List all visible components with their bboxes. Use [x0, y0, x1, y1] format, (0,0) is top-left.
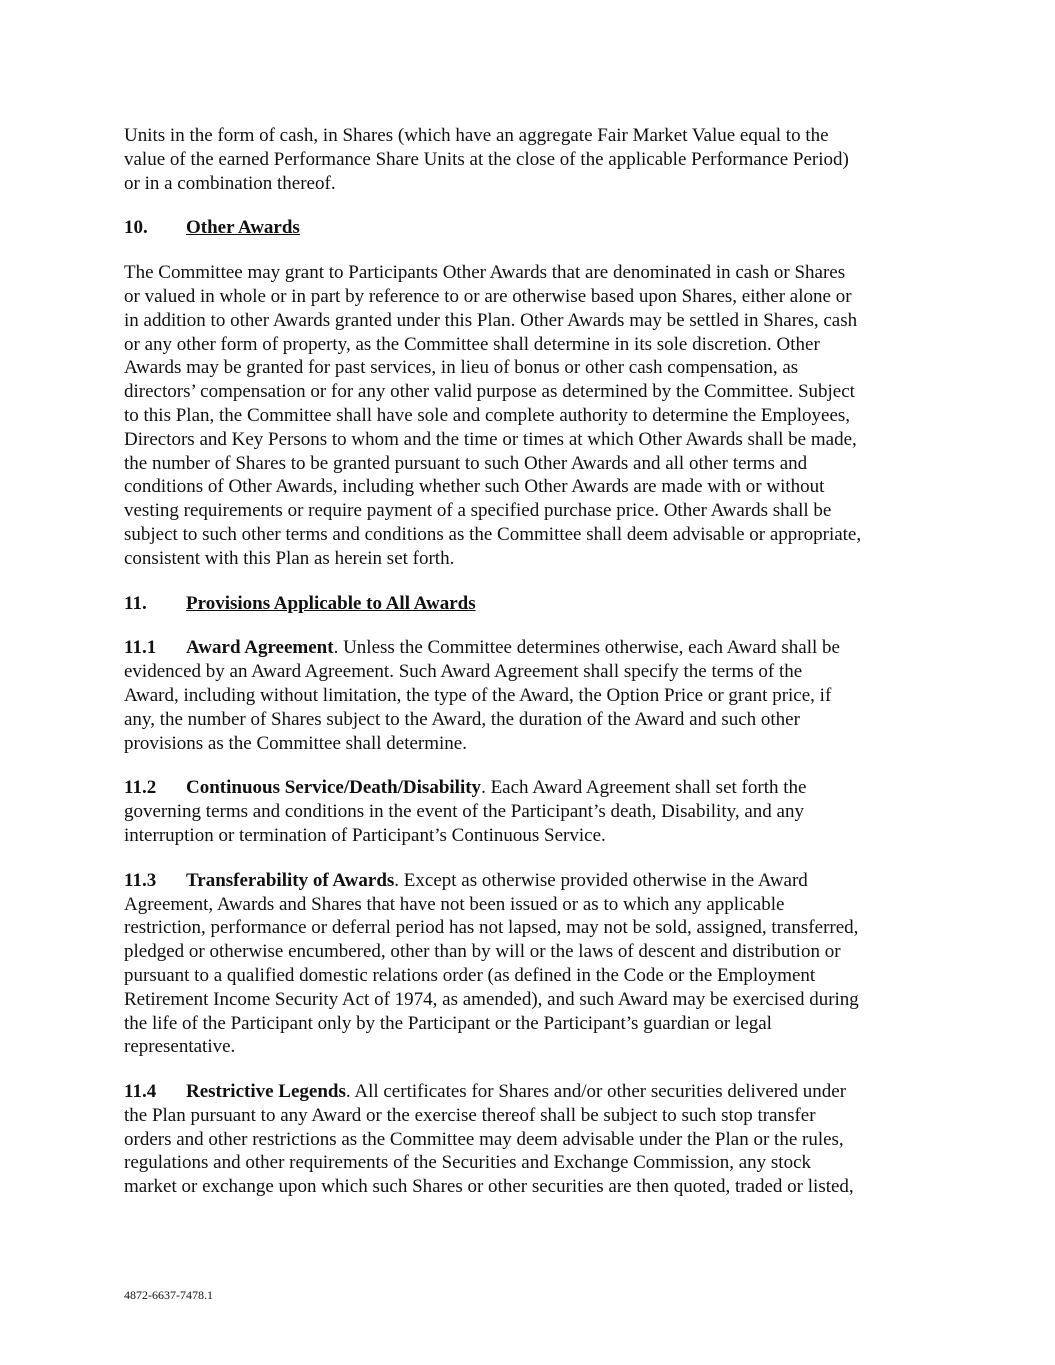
subsection-title: Restrictive Legends: [186, 1081, 346, 1103]
text-line: the number of Shares to be granted pursuant to such Other Awards and all other terms and: [124, 452, 808, 474]
subsection-title: Transferability of Awards: [186, 869, 395, 891]
text-line: vesting requirements or require payment of a specified purchase price. Other Awards shall be: [124, 500, 832, 522]
text-line: [124, 636, 944, 660]
subsection-11-4: [124, 1080, 944, 1199]
text-line: Directors and Key Persons to whom and the time or times at which Other Awards shall be made,: [124, 428, 857, 450]
subsection-11-2: [124, 776, 944, 847]
text-line: Retirement Income Security Act of 1974, as amended), and such Award may be exercised during: [124, 988, 859, 1010]
text-line: any, the number of Shares subject to the Award, the duration of the Award and such other: [124, 708, 800, 730]
text-line: value of the earned Performance Share Units at the close of the applicable Performance Period): [124, 148, 849, 170]
text-line: Agreement, Awards and Shares that have not been issued or as to which any applicable: [124, 893, 785, 915]
text-line: regulations and other requirements of the Securities and Exchange Commission, any stock: [124, 1152, 811, 1174]
subsection-number: 11.1: [124, 637, 157, 659]
text-line: the life of the Participant only by the Participant or the Participant’s guardian or legal: [124, 1012, 772, 1034]
text-line: [124, 869, 944, 893]
subsection-text: . Unless the Committee determines otherwise, each Award shall be: [333, 637, 840, 659]
text-line: or in a combination thereof.: [124, 172, 336, 194]
text-line: subject to such other terms and conditions as the Committee shall deem advisable or appropriate,: [124, 523, 862, 545]
section-number: 10.: [124, 217, 148, 239]
text-line: consistent with this Plan as herein set forth.: [124, 547, 455, 569]
text-line: governing terms and conditions in the event of the Participant’s death, Disability, and any: [124, 801, 804, 823]
text-line: directors’ compensation or for any other valid purpose as determined by the Committee. Subject: [124, 381, 855, 403]
text-line: pledged or otherwise encumbered, other than by will or the laws of descent and distribution or: [124, 941, 841, 963]
subsection-11-1: [124, 636, 944, 755]
text-line: in addition to other Awards granted under this Plan. Other Awards may be settled in Shares, cash: [124, 309, 858, 331]
text-line: [124, 1080, 944, 1104]
subsection-text: . Each Award Agreement shall set forth the: [481, 777, 807, 799]
text-line: or valued in whole or in part by reference to or are otherwise based upon Shares, either alone or: [124, 285, 852, 307]
subsection-title: Award Agreement: [186, 637, 334, 659]
subsection-text: . All certificates for Shares and/or other securities delivered under: [345, 1081, 847, 1103]
text-line: pursuant to a qualified domestic relations order (as defined in the Code or the Employment: [124, 964, 816, 986]
section-number: 11.: [124, 592, 147, 614]
subsection-title: Continuous Service/Death/Disability: [186, 777, 482, 799]
text-line: representative.: [124, 1036, 236, 1058]
text-line: Units in the form of cash, in Shares (which have an aggregate Fair Market Value equal to the: [124, 125, 829, 146]
section-10-heading: [124, 216, 944, 240]
section-11-heading: [124, 592, 944, 616]
text-line: Award, including without limitation, the type of the Award, the Option Price or grant price, if: [124, 684, 832, 706]
text-line: evidenced by an Award Agreement. Such Award Agreement shall specify the terms of the: [124, 661, 803, 683]
text-line: The Committee may grant to Participants Other Awards that are denominated in cash or Shares: [124, 262, 846, 284]
section-title: Other Awards: [186, 217, 300, 239]
text-line: or any other form of property, as the Committee shall determine in its sole discretion. Other: [124, 333, 820, 355]
text-line: provisions as the Committee shall determine.: [124, 732, 467, 754]
subsection-number: 11.4: [124, 1081, 157, 1103]
subsection-number: 11.2: [124, 777, 157, 799]
section-10-paragraph: [124, 261, 944, 570]
intro-paragraph: [124, 124, 944, 195]
text-line: to this Plan, the Committee shall have sole and complete authority to determine the Employees,: [124, 404, 851, 426]
text-line: restriction, performance or deferral period has not lapsed, may not be sold, assigned, transferred,: [124, 917, 859, 939]
text-line: [124, 776, 944, 800]
subsection-11-3: [124, 869, 944, 1059]
subsection-text: . Except as otherwise provided otherwise in the Award: [394, 869, 808, 891]
text-line: market or exchange upon which such Shares or other securities are then quoted, traded or listed,: [124, 1176, 854, 1198]
text-line: conditions of Other Awards, including whether such Other Awards are made with or without: [124, 476, 825, 498]
document-id-footer: 4872-6637-7478.1: [124, 1288, 213, 1302]
text-line: interruption or termination of Participant’s Continuous Service.: [124, 824, 606, 846]
text-line: Awards may be granted for past services, in lieu of bonus or other cash compensation, as: [124, 357, 799, 379]
section-title: Provisions Applicable to All Awards: [186, 592, 476, 614]
text-line: orders and other restrictions as the Committee may deem advisable under the Plan or the rules,: [124, 1128, 844, 1150]
document-page: [124, 124, 944, 1220]
text-line: the Plan pursuant to any Award or the exercise thereof shall be subject to such stop transfer: [124, 1104, 816, 1126]
subsection-number: 11.3: [124, 869, 157, 891]
